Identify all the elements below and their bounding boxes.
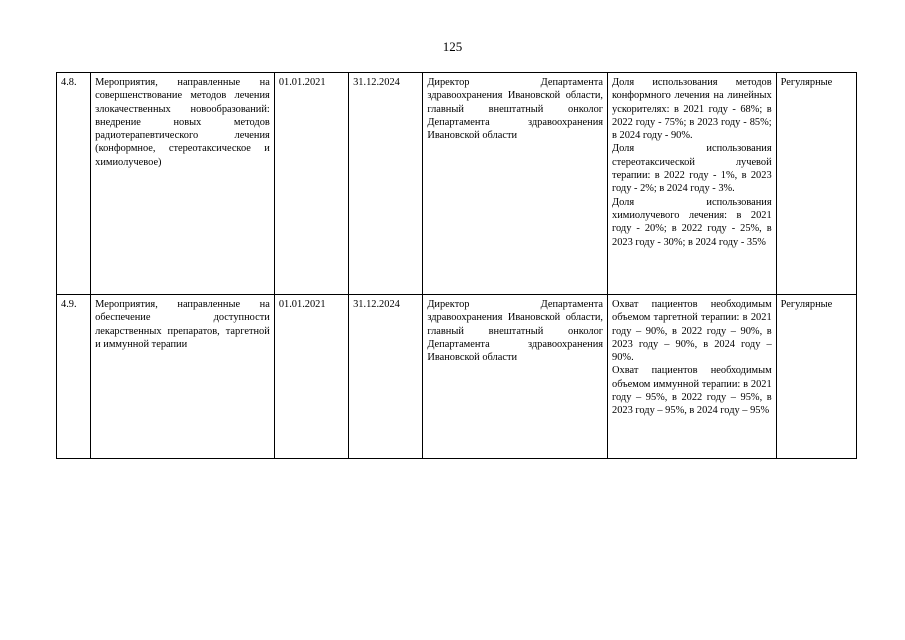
responsible-cell: Директор Департамента здравоохранения Ивановской области, главный внештатный онколог Департамента здравоохранения Ивановской области <box>423 73 608 295</box>
indicator-text: Охват пациентов необходимым объемом иммунной терапии: в 2021 году – 95%, в 2022 году – 95%, в 2023 году – 95%, в 2024 году – 95% <box>612 365 772 417</box>
type-cell: Регулярные <box>776 295 856 459</box>
measures-table <box>56 72 857 459</box>
indicators-cell <box>608 73 777 295</box>
measure-name-cell: Мероприятия, направленные на совершенствование методов лечения злокачественных новообразований: внедрение новых методов радиотерапевтического лечения (конформное, стереотаксическое и химиолучевое) <box>91 73 275 295</box>
indicator-text: Доля использования методов конформного лечения на линейных ускорителях: в 2021 году - 68%; в 2022 году - 75%; в 2023 году - 85%; в 2024 году - 90%. <box>612 77 772 142</box>
row-number-cell: 4.8. <box>57 73 91 295</box>
responsible-cell: Директор Департамента здравоохранения Ивановской области, главный внештатный онколог Департамента здравоохранения Ивановской области <box>423 295 608 459</box>
start-date-cell: 01.01.2021 <box>274 73 348 295</box>
indicator-text: Доля использования стереотаксической лучевой терапии: в 2022 году - 1%, в 2023 году - 2%; в 2024 году - 3%. <box>612 143 772 195</box>
type-cell: Регулярные <box>776 73 856 295</box>
start-date-cell: 01.01.2021 <box>274 295 348 459</box>
row-number-cell: 4.9. <box>57 295 91 459</box>
table-row <box>57 295 857 459</box>
indicator-text: Охват пациентов необходимым объемом таргетной терапии: в 2021 году – 90%, в 2022 году – 90%, в 2023 году – 90%, в 2024 году – 90%. <box>612 299 772 364</box>
page-number: 125 <box>442 39 463 54</box>
end-date-cell: 31.12.2024 <box>349 295 423 459</box>
end-date-cell: 31.12.2024 <box>349 73 423 295</box>
indicators-cell <box>608 295 777 459</box>
indicator-text: Доля использования химиолучевого лечения: в 2021 году - 20%; в 2022 году - 25%, в 2023 году - 30%; в 2024 году - 35% <box>612 196 772 248</box>
measure-name-cell: Мероприятия, направленные на обеспечение доступности лекарственных препаратов, таргетной и иммунной терапии <box>91 295 275 459</box>
table-row <box>57 73 857 295</box>
